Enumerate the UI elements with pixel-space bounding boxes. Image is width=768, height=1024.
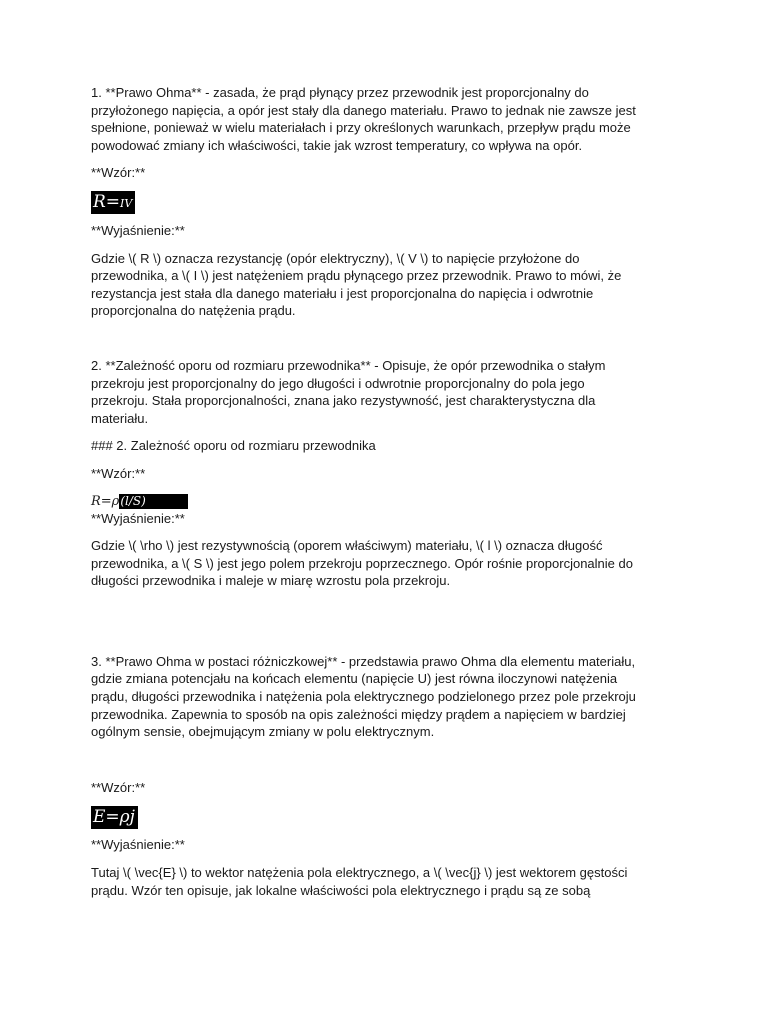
- section2-formula-main: R=ρ: [91, 493, 120, 509]
- section1-line-4: powodować zmiany ich właściwości, takie jak wzrost temperatury, co wpływa na opór.: [91, 137, 583, 153]
- document-page: [91, 84, 681, 899]
- section3-line-2: gdzie zmiana potencjału na końcach elementu (napięcie U) jest równa iloczynowi natężenia: [91, 671, 618, 687]
- section2-line-1: 2. **Zależność oporu od rozmiaru przewodnika** - Opisuje, że opór przewodnika o stałym: [91, 357, 606, 373]
- section1-expl-3: rezystancja jest stała dla danego materiału i jest proporcjonalna do napięcia i odwrotnie: [91, 285, 594, 301]
- section1-wzor-label: **Wzór:**: [91, 165, 146, 181]
- section1-expl-4: proporcjonalna do natężenia prądu.: [91, 303, 296, 319]
- section1-wyjasnienie-label: **Wyjaśnienie:**: [91, 222, 185, 238]
- section3-line-4: przewodnika. Zapewnia to sposób na opis zależności między prądem a napięciem w bardziej: [91, 706, 626, 722]
- section2-expl-3: długości przewodnika i maleje w miarę wzrostu pola przekroju.: [91, 573, 451, 589]
- section2-line-2: przekroju jest proporcjonalny do jego długości i odwrotnie proporcjonalny do pola jego: [91, 375, 585, 391]
- section3-line-5: ogólnym sensie, obejmującym zmiany w polu elektrycznym.: [91, 724, 435, 740]
- section3-wyjasnienie-label: **Wyjaśnienie:**: [91, 837, 185, 853]
- section1-formula: [91, 191, 681, 214]
- section2-formula-highlight: (l/S): [119, 494, 188, 509]
- section3-line-1: 3. **Prawo Ohma w postaci różniczkowej** - przedstawia prawo Ohma dla elementu materiału,: [91, 653, 636, 669]
- section2-line-4: materiału.: [91, 410, 149, 426]
- section1-expl-2: przewodnika, a \( I \) jest natężeniem prądu płynącego przez przewodnik. Prawo to mówi, że: [91, 268, 622, 284]
- section2-formula: [91, 493, 681, 510]
- section3-formula: [91, 806, 681, 829]
- section2-wzor-label: **Wzór:**: [91, 465, 146, 481]
- section1-formula-sub: IV: [120, 196, 133, 210]
- section1-expl-1: Gdzie \( R \) oznacza rezystancję (opór elektryczny), \( V \) to napięcie przyłożone do: [91, 250, 580, 266]
- section2-expl-1: Gdzie \( \rho \) jest rezystywnością (oporem właściwym) materiału, \( l \) oznacza długość: [91, 538, 603, 554]
- section3-line-3: prądu, długości przewodnika i natężenia pola elektrycznego podzielonego przez pole przekroju: [91, 689, 636, 705]
- section2-line-3: przekroju. Stała proporcjonalności, znana jako rezystywność, jest charakterystyczna dla: [91, 393, 596, 409]
- section1-formula-main: R=: [93, 191, 121, 212]
- section3-wzor-label: **Wzór:**: [91, 779, 146, 795]
- section1-line-3: spełnione, ponieważ w wielu materiałach i przy określonych warunkach, przepływ prądu może: [91, 120, 631, 136]
- section2-wyjasnienie-label: **Wyjaśnienie:**: [91, 510, 185, 526]
- section3-expl-2: prądu. Wzór ten opisuje, jak lokalne właściwości pola elektrycznego i prądu są ze sobą: [91, 882, 591, 898]
- section1-line-1: 1. **Prawo Ohma** - zasada, że prąd płynący przez przewodnik jest proporcjonalny do: [91, 85, 589, 100]
- section3-formula-text: E=ρj: [93, 807, 135, 828]
- section1-line-2: przyłożonego napięcia, a opór jest stały dla danego materiału. Prawo to jednak nie zawsze jest: [91, 102, 636, 118]
- section2-expl-2: przewodnika, a \( S \) jest jego polem przekroju poprzecznego. Opór rośnie proporcjonalnie do: [91, 555, 633, 571]
- section2-heading: ### 2. Zależność oporu od rozmiaru przewodnika: [91, 438, 376, 454]
- section3-expl-1: Tutaj \( \vec{E} \) to wektor natężenia pola elektrycznego, a \( \vec{j} \) jest wektorem gęstości: [91, 865, 628, 881]
